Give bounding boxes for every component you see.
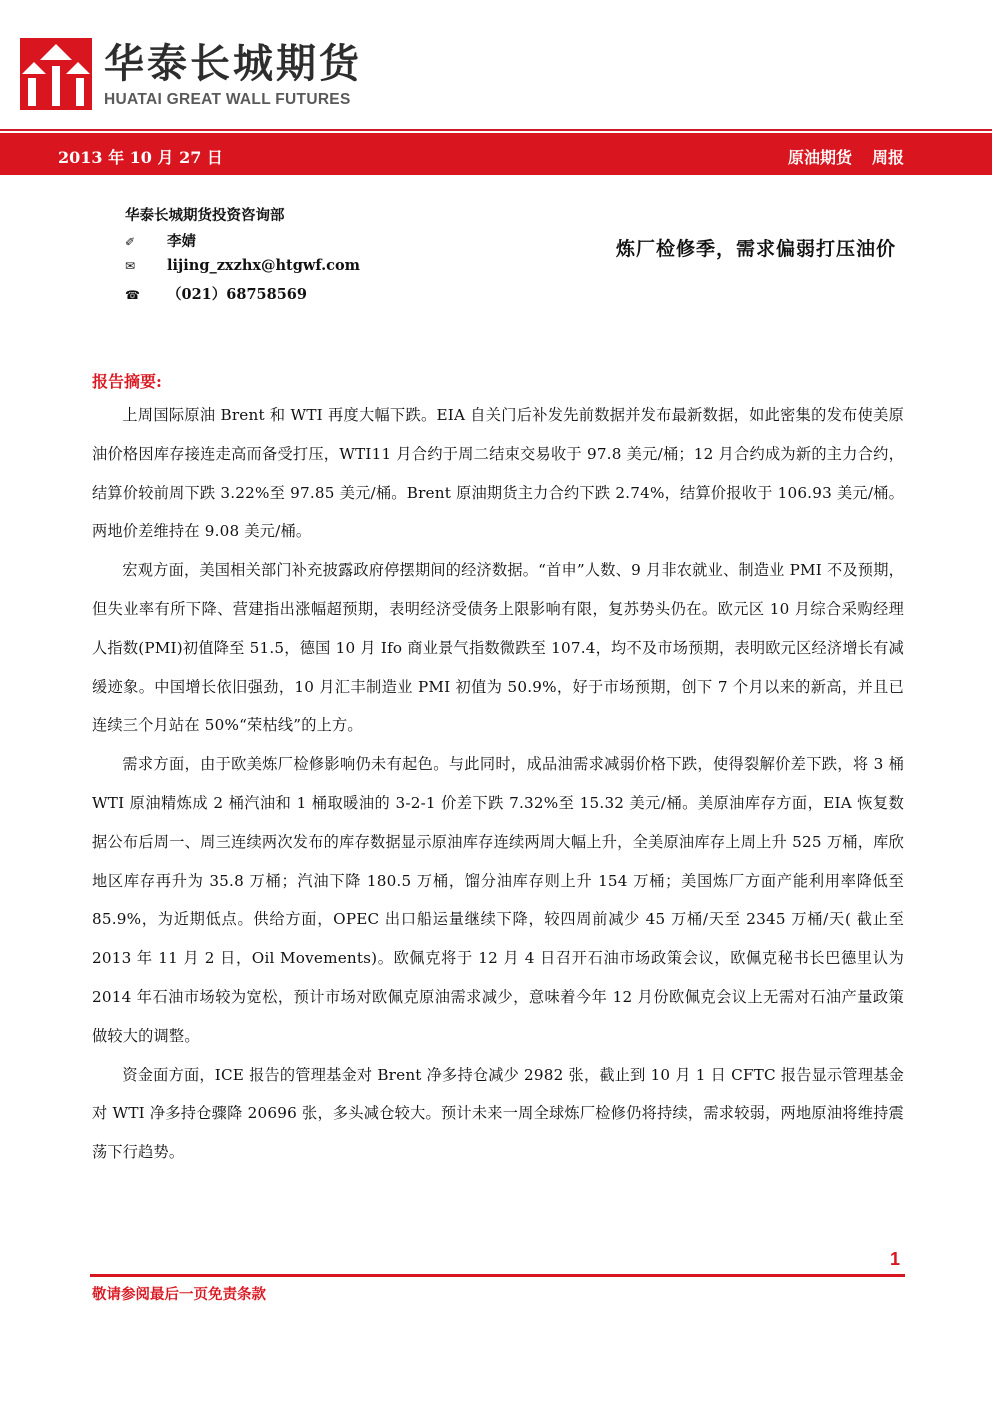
- author-email-row: [125, 257, 360, 274]
- report-type: 周报: [871, 148, 904, 167]
- report-category-group: [768, 145, 904, 168]
- report-date: 2013 年 10 月 27 日: [58, 148, 223, 167]
- page-number: 1: [889, 1249, 900, 1269]
- author-email[interactable]: lijing_zxzhx@htgwf.com: [167, 257, 360, 274]
- disclaimer-note: 敬请参阅最后一页免责条款: [92, 1286, 266, 1303]
- company-name-cn: 华泰长城期货: [104, 41, 362, 87]
- huatai-logo-icon: [20, 38, 92, 110]
- report-category: 原油期货: [787, 148, 852, 167]
- abstract-paragraph: 资金面方面，ICE 报告的管理基金对 Brent 净多持仓减少 2982 张，截止到 10 月 1 日 CFTC 报告显示管理基金对 WTI 净多持仓骤降 20696 张，多头减仓较大。预计未来一周全球炼厂检修仍将持续，需求较弱，两地原油将维持震荡下行趋势。: [92, 1065, 904, 1162]
- author-name-row: [125, 230, 196, 251]
- author-name: 李婧: [167, 233, 196, 250]
- department: 华泰长城期货投资咨询部: [125, 207, 285, 224]
- author-phone-row: [125, 283, 307, 304]
- abstract-heading: 报告摘要:: [92, 372, 162, 391]
- footer-rule: [90, 1274, 905, 1277]
- company-name-en: HUATAI GREAT WALL FUTURES: [104, 91, 351, 108]
- abstract-paragraph: 需求方面，由于欧美炼厂检修影响仍未有起色。与此同时，成品油需求减弱价格下跌，使得裂解价差下跌，将 3 桶 WTI 原油精炼成 2 桶汽油和 1 桶取暖油的 3-2-1 价差下跌 7.32%至 15.32 美元/桶。美原油库存方面，EIA 恢复数据公布后周一、周三连续两次发布的库存数据显示原油库存连续两周大幅上升，全美原油库存上周上升 525 万桶，库欣地区库存再升为 35.8 万桶；汽油下降 180.5 万桶，馏分油库存则上升 154 万桶；美国炼厂方面产能利用率降低至 85.9%，为近期低点。供给方面，OPEC 出口船运量继续下降，较四周前减少 45 万桶/天至 2345 万桶/天( 截止至 2013 年 11 月 2 日，Oil Movements)。欧佩克将于 12 月 4 日召开石油市场政策会议，欧佩克秘书长巴德里认为 2014 年石油市场较为宽松，预计市场对欧佩克原油需求减少，意味着今年 12 月份欧佩克会议上无需对石油产量政策做较大的调整。: [92, 755, 904, 1045]
- phone-icon: ☎: [125, 288, 140, 302]
- band-top-rule: [0, 129, 992, 131]
- abstract-paragraph: 上周国际原油 Brent 和 WTI 再度大幅下跌。EIA 自关门后补发先前数据并发布最新数据，如此密集的发布使美原油价格因库存接连走高而备受打压，WTI11 月合约于周二结束交易收于 97.8 美元/桶；12 月合约成为新的主力合约，结算价较前周下跌 3.22%至 97.85 美元/桶。Brent 原油期货主力合约下跌 2.74%，结算价报收于 106.93 美元/桶。两地价差维持在 9.08 美元/桶。: [92, 406, 904, 541]
- report-title: 炼厂检修季，需求偏弱打压油价: [615, 238, 896, 260]
- pen-icon: ✐: [125, 235, 136, 249]
- author-phone: （021）68758569: [167, 286, 307, 303]
- abstract-body: [92, 396, 904, 1172]
- email-icon: ✉: [125, 259, 136, 273]
- abstract-paragraph: 宏观方面，美国相关部门补充披露政府停摆期间的经济数据。“首申”人数、9 月非农就业、制造业 PMI 不及预期，但失业率有所下降、营建指出涨幅超预期，表明经济受债务上限影响有限，复苏势头仍在。欧元区 10 月综合采购经理人指数(PMI)初值降至 51.5，德国 10 月 Ifo 商业景气指数微跌至 107.4，均不及市场预期，表明欧元区经济增长有减缓迹象。中国增长依旧强劲，10 月汇丰制造业 PMI 初值为 50.9%，好于市场预期，创下 7 个月以来的新高，并且已连续三个月站在 50%“荣枯线”的上方。: [92, 561, 904, 735]
